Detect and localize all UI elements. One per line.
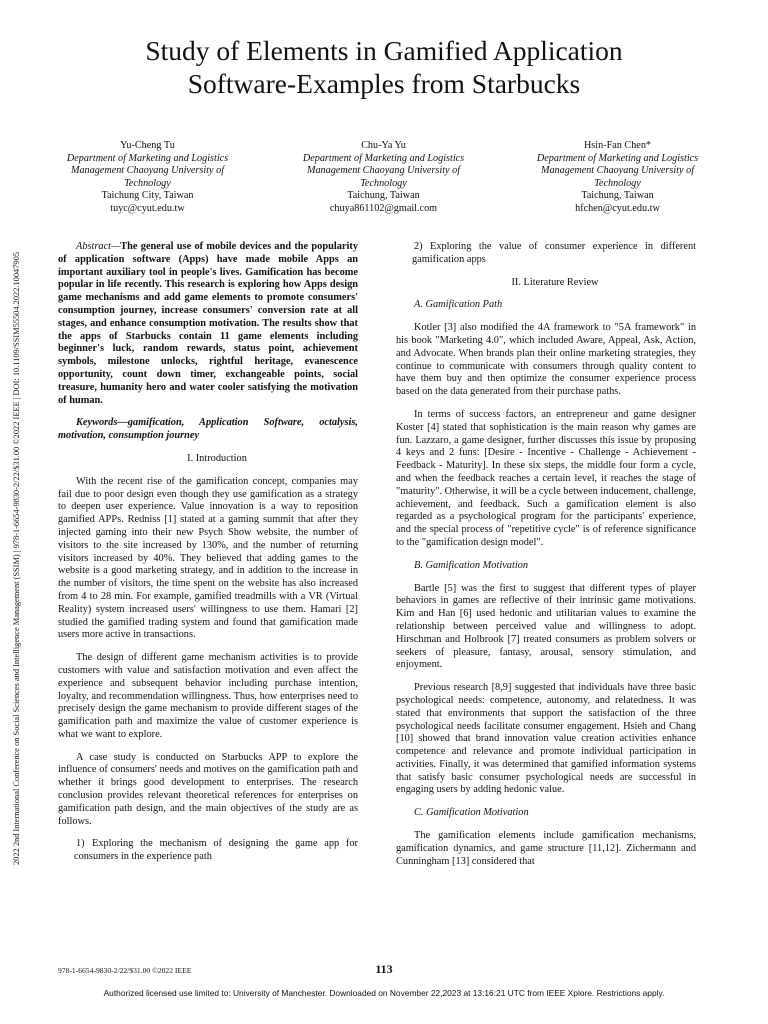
- objective-item-1: [58, 838, 358, 864]
- subsection-heading-c: C. Gamification Motivation: [414, 807, 529, 819]
- subsection-heading-b: B. Gamification Motivation: [414, 559, 529, 571]
- author-email: chuya861102@gmail.com: [329, 202, 438, 214]
- author-block-1: [40, 140, 255, 216]
- author-dept: Management Chaoyang University of: [540, 165, 695, 177]
- title-line-1: Study of Elements in Gamified Application: [145, 35, 623, 66]
- sidebar-text: 2022 2nd International Conference on Social Sciences and Intelligence Management (SSIM) | 978-1-6654-9830-2/22/$31.00 ©2022 IEEE | DOI: 10.1109/SSIM55504.2022.10047905: [12, 252, 21, 865]
- section-heading-literature: II. Literature Review: [511, 276, 599, 288]
- abstract-label: Abstract—: [76, 241, 121, 252]
- paragraph: The design of different game mechanism activities is to provide customers with value and satisfaction motivation and even affect the experience and subsequent behavior including purchase intention, loyalty, and recommendation willingness. Thus, how enterprises need to precisely design the game mechanism to provide different stages of the gamification path and maximize the value of customer experience is what we want to explore.: [58, 652, 358, 740]
- objective-item-2: [396, 241, 696, 267]
- conference-sidebar: [10, 155, 26, 865]
- author-city: Taichung City, Taiwan: [101, 190, 194, 202]
- author-name: Yu-Cheng Tu: [120, 140, 175, 151]
- abstract: [58, 241, 358, 407]
- author-city: Taichung, Taiwan: [347, 190, 420, 202]
- paragraph: In terms of success factors, an entrepreneur and game designer Koster [4] stated that sophistication is the main reason why games are fun. Lazzaro, a game designer, further discusses this issue by proposing 4 keys and 2 funs: [Desire - Incentive - Challenge - Achievement - Feedback - Maturity]. In these six steps, the middle four form a cycle, and when the feedback reaches a certain level, it reaches the stage of "maturity". Otherwise, it will be a cycle between inducement, challenge, achievement, and feedback. Such a gamification element is also regarded as a psychological program for the participants' experience, and the special process of "repetitive cycle" is of reference significance to the "gamification design model".: [396, 408, 696, 548]
- paragraph: Kotler [3] also modified the 4A framework to "5A framework" in his book "Marketing 4.0", which included Aware, Appeal, Ask, Action, and Advocate. When brands plan their online marketing strategies, they continue to communicate with consumers through quality content to have them buy and then optimize the consumer experience process based on the data generated from their purchase paths.: [396, 322, 696, 398]
- subsection-heading-a: A. Gamification Path: [414, 299, 503, 311]
- author-city: Taichung, Taiwan: [581, 190, 654, 202]
- list-number: 1): [76, 838, 85, 850]
- footer-isbn: 978-1-6654-9830-2/22/$31.00 ©2022 IEEE: [58, 966, 192, 975]
- title-line-2: Software-Examples from Starbucks: [187, 68, 581, 99]
- author-email: tuyc@cyut.edu.tw: [110, 202, 185, 214]
- author-dept: Technology: [360, 177, 407, 189]
- paragraph: With the recent rise of the gamification concept, companies may fail due to poor design even though they use gamification as a strategy to deepen user experience. Value innovation is a way to reposition gamified APPs. Redniss [1] stated at a gaming summit that after they injected gaming into their new Psych Show website, the number of visitors to the site increased by 130%, and the number of returning visitors increased by 40%. They believed that adding games to the website is a good marketing strategy, and in addition to the increase in the number of visitors, the time spent on the website has also increased from 4 to 28 min. For example, gamified treadmills with a VR (Virtual Reality) system increased users' willingness to use them. Hamari [2] studied the gamified trading system and found that gamification made users more active in transactions.: [58, 475, 358, 641]
- author-block-2: [276, 140, 491, 216]
- paragraph: A case study is conducted on Starbucks APP to explore the influence of consumers' needs and motives on the gamification path and whether it brings good development to enterprises. The research conclusion provides relevant theoretical references for enterprises on gamification path design, and the main objectives of the study are as follows.: [58, 751, 358, 827]
- section-heading-introduction: I. Introduction: [187, 452, 247, 464]
- page-number: 113: [375, 962, 393, 976]
- author-name: Chu-Ya Yu: [361, 140, 406, 151]
- abstract-text: The general use of mobile devices and the popularity of application software (Apps) have made mobile Apps an important auxiliary tool in people's lives. Gamification has become popular in life recently. This research is exploring how Apps design game mechanisms and add game elements to promote consumers' consumption journey, increase consumers' conversion rate at all stages, and enhance consumption motivation. The results show that the apps of Starbucks contain 11 game elements including beginner's luck, random rewards, status point, achievement symbols, milestone unlocks, rightful heritage, evanescence opportunity, count down timer, exchangeable points, social treasure, humanity hero and water cooler satisfying the motivation of human.: [58, 241, 358, 406]
- paragraph: Previous research [8,9] suggested that individuals have three basic psychological needs: competence, autonomy, and relatedness. It was stated that environments that support the satisfaction of the three psychological needs facilitate consumer engagement. Hsieh and Chang [10] showed that brand innovation value creation activities enhance competence and relevance and promote individual participation in activities. Finally, it was determined that gamified information systems that satisfy basic consumer psychological needs are successful in engaging users by adding hedonic value.: [396, 682, 696, 796]
- author-block-3: [510, 140, 725, 216]
- authorized-use-notice: Authorized licensed use limited to: University of Manchester. Downloaded on November 22,2023 at 13:16:21 UTC from IEEE Xplore. Restrictions apply.: [103, 988, 665, 998]
- author-dept: Technology: [124, 177, 171, 189]
- author-dept: Management Chaoyang University of: [70, 165, 225, 177]
- paragraph: The gamification elements include gamification mechanisms, gamification dynamics, and game structure [11,12]. Zichermann and Cunningham [13] considered that: [396, 830, 696, 867]
- list-number: 2): [414, 241, 423, 252]
- left-column: [58, 241, 358, 874]
- author-email: hfchen@cyut.edu.tw: [575, 202, 660, 214]
- right-column: [396, 241, 696, 878]
- author-dept: Management Chaoyang University of: [306, 165, 461, 177]
- author-dept: Department of Marketing and Logistics: [536, 152, 699, 164]
- paper-title: [40, 34, 728, 100]
- author-dept: Department of Marketing and Logistics: [302, 152, 465, 164]
- keywords: Keywords—gamification, Application Software, octalysis, motivation, consumption journey: [58, 417, 358, 442]
- author-dept: Department of Marketing and Logistics: [66, 152, 229, 164]
- author-dept: Technology: [594, 177, 641, 189]
- paragraph: Bartle [5] was the first to suggest that different types of player behaviors in games are reflective of their intrinsic game motivations. Kim and Han [6] used hedonic and utilitarian values to examine the relationship between perceived value and willingness to adopt. Hirschman and Holbrook [7] treated consumers as problem solvers or seekers of pleasure, fantasy, arousal, sensory stimulation, and enjoyment.: [396, 582, 696, 671]
- author-name: Hsin-Fan Chen*: [583, 140, 652, 151]
- list-text: Exploring the value of consumer experience in different gamification apps: [412, 241, 696, 265]
- list-text: Exploring the mechanism of designing the game app for consumers in the experience path: [74, 838, 358, 863]
